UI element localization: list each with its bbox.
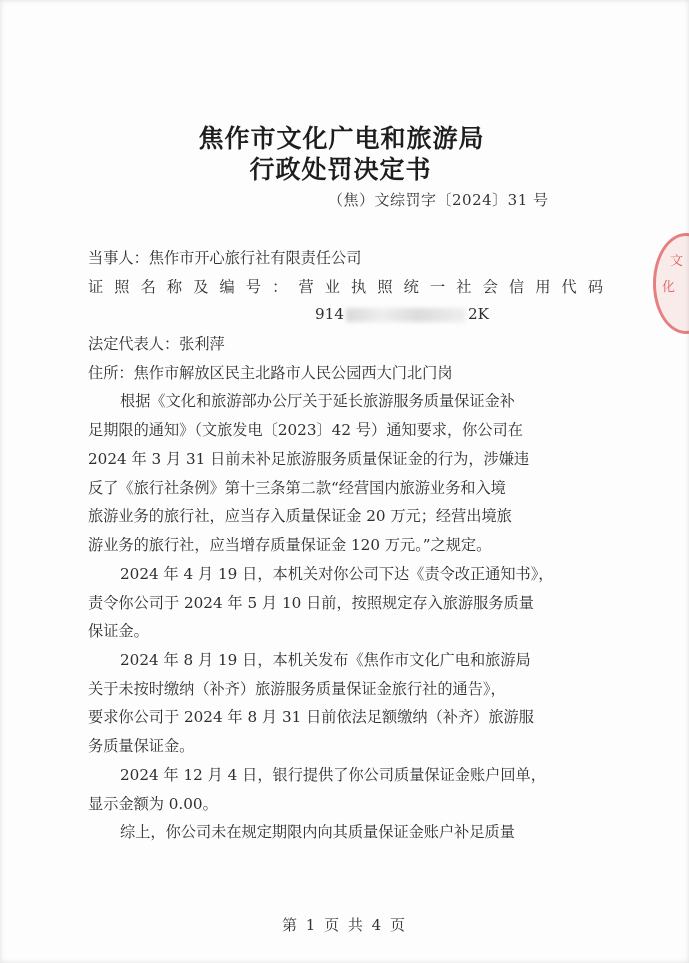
body-line: 反了《旅行社条例》第十三条第二款“经营国内旅游业务和入境 [88,479,506,497]
body-line: 综上，你公司未在规定期限内向其质量保证金账户补足质量 [120,823,515,841]
seal-char: 文 [670,254,684,269]
license-code-suffix: 2K [468,305,490,323]
redacted-block [346,308,466,322]
body-line: 务质量保证金。 [88,737,195,755]
address-line: 住所：焦作市解放区民主北路市人民公园西大门北门岗 [88,364,453,382]
body-line: 根据《文化和旅游部办公厅关于延长旅游服务质量保证金补 [120,392,515,410]
legal-representative-line: 法定代表人：张利萍 [88,335,225,353]
body-line: 2024 年 8 月 19 日，本机关发布《焦作市文化广电和旅游局 [120,651,531,669]
seal-char: 化 [662,280,676,295]
body-line: 2024 年 4 月 19 日，本机关对你公司下达《责令改正通知书》， [120,565,554,583]
body-line: 要求你公司于 2024 年 8 月 31 日前依法足额缴纳（补齐）旅游服 [88,708,534,726]
license-code-prefix: 914 [315,305,344,323]
document-title-agency: 焦作市文化广电和旅游局 [198,124,485,153]
license-code [315,305,489,323]
body-line: 足期限的通知》（文旅发电〔2023〕42 号）通知要求，你公司在 [88,421,523,439]
document-number: （焦）文综罚字〔2024〕31 号 [328,191,549,209]
document-title-type: 行政处罚决定书 [249,155,432,184]
party-line: 当事人：焦作市开心旅行社有限责任公司 [88,249,362,267]
body-line: 旅游业务的旅行社，应当存入质量保证金 20 万元；经营出境旅 [88,507,512,525]
body-line: 保证金。 [88,622,149,640]
official-seal [653,233,689,334]
body-line: 显示金额为 0.00。 [88,795,218,813]
body-line: 游业务的旅行社，应当增存质量保证金 120 万元。”之规定。 [88,536,492,554]
body-line: 2024 年 3 月 31 日前未补足旅游服务质量保证金的行为，涉嫌违 [88,450,530,468]
license-line: 证照名称及编号：营业执照统一社会信用代码 [88,278,603,296]
body-line: 2024 年 12 月 4 日，银行提供了你公司质量保证金账户回单， [120,766,546,784]
page-footer: 第 1 页 共 4 页 [282,916,407,934]
body-line: 关于未按时缴纳（补齐）旅游服务质量保证金旅行社的通告》， [88,680,506,698]
body-line: 责令你公司于 2024 年 5 月 10 日前，按照规定存入旅游服务质量 [88,594,534,612]
